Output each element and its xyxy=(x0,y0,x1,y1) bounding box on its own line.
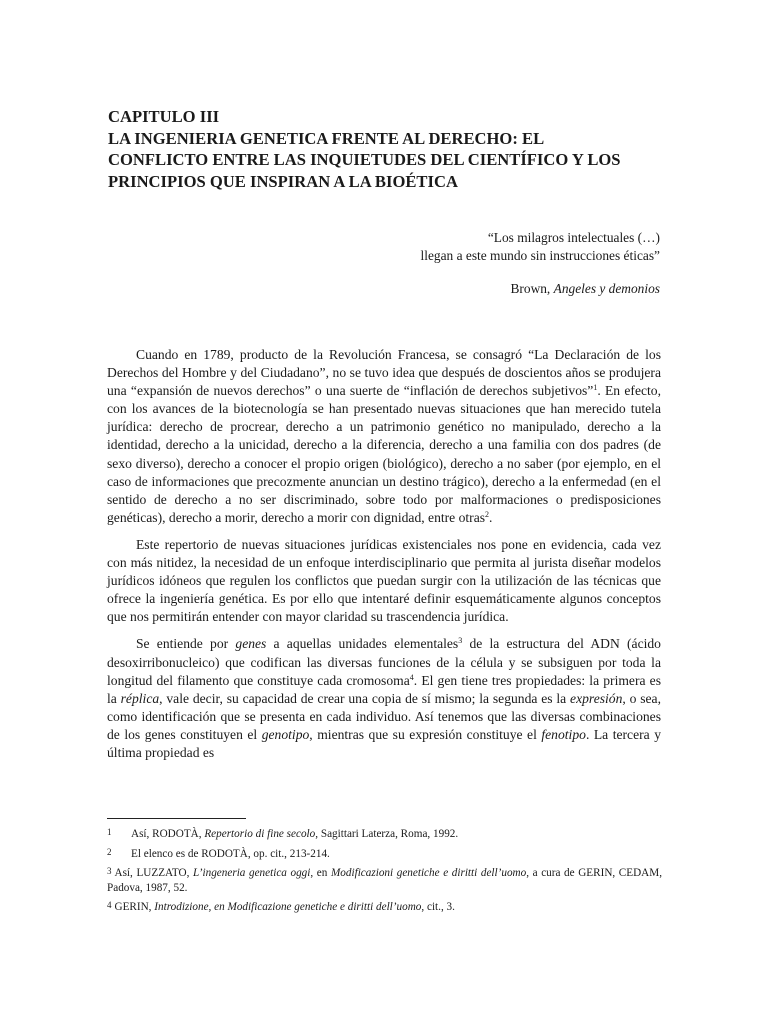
text-run: a aquellas unidades elementales xyxy=(266,636,459,652)
citation-work: Modificazioni genetiche e diritti dell’uomo xyxy=(330,867,527,879)
epigraph-quote xyxy=(300,229,660,265)
footnote-ref[interactable]: 4 xyxy=(409,672,414,682)
footnote-ref[interactable]: 2 xyxy=(485,509,490,519)
citation-work: Introdizione, en Modificazione genetiche e diritti dell’uomo xyxy=(154,901,422,913)
term-fenotipo: fenotipo xyxy=(541,726,586,742)
term-replica: réplica xyxy=(120,690,160,706)
chapter-heading xyxy=(108,106,663,192)
chapter-title-line: PRINCIPIOS QUE INSPIRAN A LA BIOÉTICA xyxy=(108,171,458,191)
text-run: . La tercera y última propiedad es xyxy=(107,726,661,760)
term-expresion: expresión xyxy=(570,690,623,706)
epigraph-line: “Los milagros intelectuales (…) xyxy=(487,230,660,245)
text-run: Así, LUZZATO, xyxy=(114,867,193,879)
footnote-3 xyxy=(107,864,662,895)
text-run: . En efecto, con los avances de la biotecnología se han presentado nuevas situaciones que han merecido tutela jurídica: derecho de procrear, derecho a un patrimonio genético no manipulado, derecho a la identidad, derecho a la unicidad, derecho a la diferencia, derecho a una familia con dos padres (de sexo diverso), derecho a conocer el propio origen (biológico), derecho a no saber (por ejemplo, en el caso de informaciones que precozmente anuncian un destino trágico), derecho a la enfermedad (en el sentido de derecho a no ser discriminado, sobre todo por malformaciones o predisposiciones genéticas), derecho a morir, derecho a morir con dignidad, entre otras xyxy=(107,383,661,525)
paragraph-1 xyxy=(107,346,661,527)
footnote-1 xyxy=(107,825,662,842)
text-run: , vale decir, su capacidad de crear una copia de sí mismo; la segunda es la xyxy=(159,690,571,706)
text-run: Se entiende por xyxy=(136,636,236,652)
epigraph-line: llegan a este mundo sin instrucciones éticas” xyxy=(420,248,660,263)
footnote-ref[interactable]: 1 xyxy=(593,383,598,393)
paragraph-3 xyxy=(107,635,661,762)
text-run: , o sea, como identificación que se presenta en cada individuo. Así tenemos que las diversas combinaciones de los genes constituyen el xyxy=(107,690,661,742)
text-run: GERIN, xyxy=(114,901,155,913)
text-run: Cuando en 1789, producto de la Revolución Francesa, se consagró “La Declaración de los Derechos del Hombre y del Ciudadano”, no se tuvo idea que después de doscientos años se produjera una “expansión de nuevos derechos” o una suerte de “inflación de derechos subjetivos” xyxy=(107,347,661,399)
footnote-mark: 4 xyxy=(107,900,112,910)
term-genes: genes xyxy=(235,636,267,652)
footnote-2 xyxy=(107,845,662,862)
text-run: de la estructura del ADN (ácido desoxirribonucleico) que codifican las diversas funciones de la célula y se subsiguen por toda la longitud del filamento que constituye cada cromosoma xyxy=(107,636,661,688)
epigraph-attribution xyxy=(300,280,660,298)
text-run: El elenco es de RODOTÀ, op. cit., 213-214. xyxy=(131,847,330,860)
footnote-separator xyxy=(107,818,246,819)
chapter-title-line: LA INGENIERIA GENETICA FRENTE AL DERECHO: EL xyxy=(108,128,545,148)
text-run: , Sagittari Laterza, Roma, 1992. xyxy=(315,828,459,840)
chapter-title-line: CONFLICTO ENTRE LAS INQUIETUDES DEL CIENTÍFICO Y LOS xyxy=(108,150,621,169)
chapter-number: CAPITULO III xyxy=(108,107,220,126)
text-run: , cit., 3. xyxy=(421,901,455,913)
footnotes xyxy=(107,825,662,918)
footnote-mark: 2 xyxy=(107,846,112,857)
text-run: , mientras que su expresión constituye el xyxy=(309,726,542,742)
footnote-4 xyxy=(107,898,662,915)
footnote-ref[interactable]: 3 xyxy=(458,636,463,646)
footnote-mark: 3 xyxy=(107,866,112,876)
footnote-mark: 1 xyxy=(107,827,112,837)
citation-work: Repertorio di fine secolo xyxy=(204,828,316,840)
citation-work: L’ingeneria genetica oggi xyxy=(192,867,311,879)
text-run: , a cura de GERIN, CEDAM, Padova, 1987, 52. xyxy=(107,867,662,894)
text-run: . xyxy=(489,509,493,525)
text-run: Así, RODOTÀ, xyxy=(131,828,205,840)
term-genotipo: genotipo xyxy=(261,726,310,742)
paragraph-2: Este repertorio de nuevas situaciones jurídicas existenciales nos pone en evidencia, cada vez con más nitidez, la necesidad de un enfoque interdisciplinario que permita al jurista diseñar modelos jurídicos idóneos que regulen los conflictos que puedan surgir con la utilización de las técnicas que ofrece la ingeniería genética. Es por ello que intentaré definir esquemáticamente algunos conceptos que nos permitirán entender con mayor claridad su trascendencia jurídica. xyxy=(107,536,661,625)
text-run: . El gen tiene tres propiedades: la primera es la xyxy=(107,672,661,706)
epigraph-author: Brown, xyxy=(510,281,554,296)
body-text xyxy=(107,346,661,771)
text-run: , en xyxy=(310,867,331,879)
epigraph-work: Angeles y demonios xyxy=(553,281,660,296)
